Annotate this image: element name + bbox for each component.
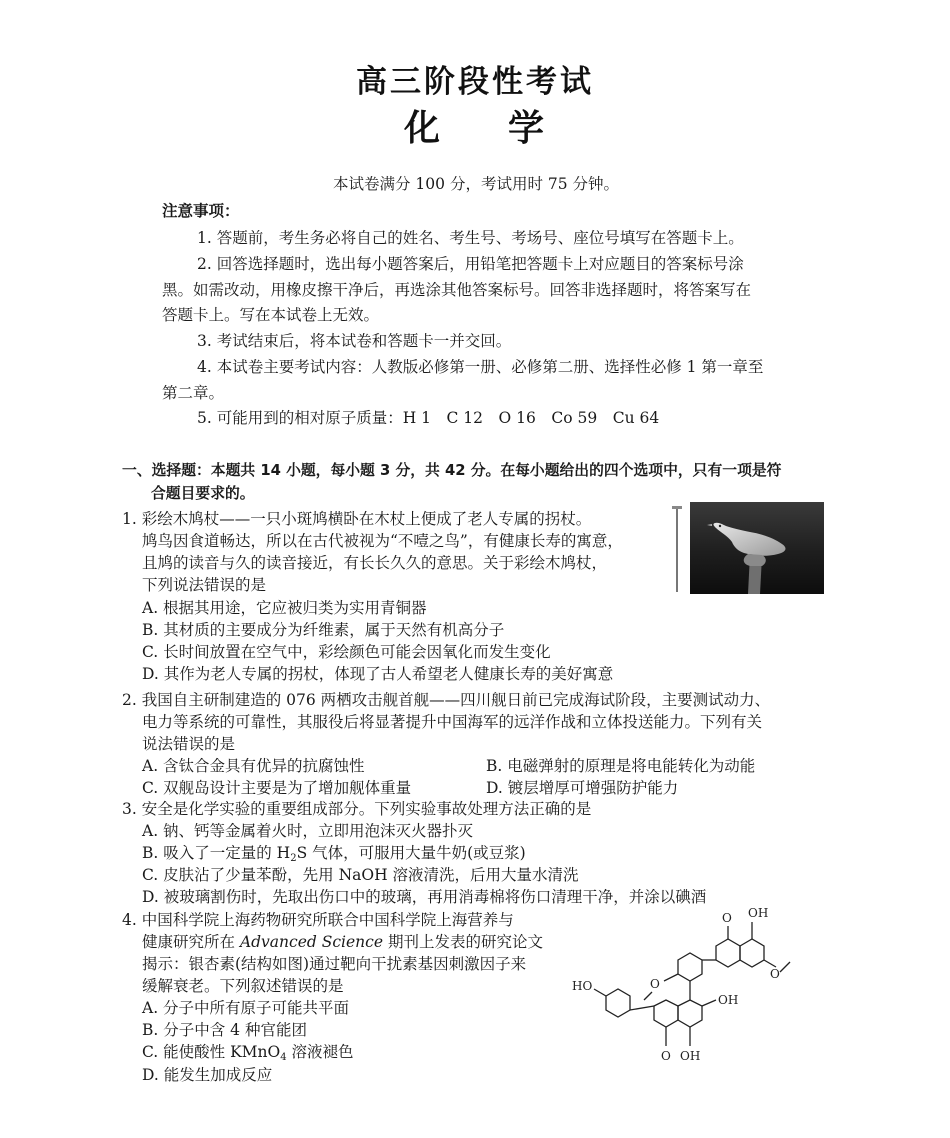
subject-title xyxy=(0,100,950,151)
q4-option-c: C. 能使酸性 KMnO$_4$ 溶液褪色 xyxy=(142,1043,354,1063)
notice-line-1: 1. 答题前，考生务必将自己的姓名、考生号、考场号、座位号填写在答题卡上。 xyxy=(197,229,744,247)
q4-stem-1: 4. 中国科学院上海药物研究所联合中国科学院上海营养与 xyxy=(122,911,514,929)
q1-stem-2: 鸠鸟因食道畅达，所以在古代被视为“不噎之鸟”，有健康长寿的寓意， xyxy=(142,532,623,550)
notice-line-7: 第二章。 xyxy=(162,384,225,402)
q4-option-b: B. 分子中含 4 种官能团 xyxy=(142,1021,307,1039)
notice-line-2: 2. 回答选择题时，选出每小题答案后，用铅笔把答题卡上对应题目的答案标号涂 xyxy=(197,255,744,273)
q4-stem-2: 健康研究所在 Advanced Science 期刊上发表的研究论文 xyxy=(142,933,543,951)
q4-stem-3: 揭示：银杏素(结构如图)通过靶向干扰素基因刺激因子来 xyxy=(142,955,527,973)
section1-heading-cont: 合题目要求的。 xyxy=(151,485,255,502)
q1-option-b: B. 其材质的主要成分为纤维素，属于天然有机高分子 xyxy=(142,621,505,639)
q3-stem: 3. 安全是化学实验的重要组成部分。下列实验事故处理方法正确的是 xyxy=(122,800,592,818)
q1-option-d: D. 其作为老人专属的拐杖，体现了古人希望老人健康长寿的美好寓意 xyxy=(142,665,614,683)
mol-label-oh-1: OH xyxy=(748,906,769,920)
mol-label-o-2: O xyxy=(770,967,780,981)
q1-stem-1: 1. 彩绘木鸠杖——一只小斑鸠横卧在木杖上便成了老人专属的拐杖。 xyxy=(122,510,592,528)
q2-stem-1: 2. 我国自主研制建造的 076 两栖攻击舰首舰——四川舰日前已完成海试阶段，主要测试动力、 xyxy=(122,691,771,709)
notice-line-6: 4. 本试卷主要考试内容：人教版必修第一册、必修第二册、选择性必修 1 第一章至 xyxy=(197,358,764,376)
q1-option-a: A. 根据其用途，它应被归类为实用青铜器 xyxy=(142,599,427,617)
q3-option-b: B. 吸入了一定量的 $H_2S$ 气体，可服用大量牛奶(或豆浆) xyxy=(142,844,526,864)
mol-label-ho: HO xyxy=(572,979,593,993)
q3-option-a: A. 钠、钙等金属着火时，立即用泡沫灭火器扑灭 xyxy=(142,822,474,840)
notice-line-3: 黑。如需改动，用橡皮擦干净后，再选涂其他答案标号。回答非选择题时，将答案写在 xyxy=(162,281,752,299)
q2-option-d: D. 镀层增厚可增强防护能力 xyxy=(486,779,679,797)
notice-line-8: 5. 可能用到的相对原子质量：H 1 C 12 O 16 Co 59 Cu 64 xyxy=(197,409,660,427)
ginkgetin-structure-diagram xyxy=(566,900,826,1086)
q2-option-c: C. 双舰岛设计主要是为了增加舰体重量 xyxy=(142,779,412,797)
mol-label-oh-2: OH xyxy=(718,993,739,1007)
exam-title: 高三阶段性考试 xyxy=(356,64,594,100)
dove-staff-photo xyxy=(662,502,824,594)
q2-option-a: A. 含钛合金具有优异的抗腐蚀性 xyxy=(142,757,365,775)
q3-option-d: D. 被玻璃割伤时，先取出伤口中的玻璃，再用消毒棉将伤口清理干净，并涂以碘酒 xyxy=(142,888,707,906)
notice-line-5: 3. 考试结束后，将本试卷和答题卡一并交回。 xyxy=(197,332,512,350)
exam-intro: 本试卷满分 100 分，考试用时 75 分钟。 xyxy=(333,175,620,193)
section1-heading: 一、选择题：本题共 14 小题，每小题 3 分，共 42 分。在每小题给出的四个选项中，只有一项是符 xyxy=(122,462,782,479)
notice-heading: 注意事项： xyxy=(162,202,240,220)
q4-option-a: A. 分子中所有原子可能共平面 xyxy=(142,999,350,1017)
q1-stem-4: 下列说法错误的是 xyxy=(142,576,267,594)
q1-stem-3: 且鸠的读音与久的读音接近，有长长久久的意思。关于彩绘木鸠杖， xyxy=(142,554,608,572)
q2-stem-2: 电力等系统的可靠性，其服役后将显著提升中国海军的远洋作战和立体投送能力。下列有关 xyxy=(142,713,763,731)
notice-line-4: 答题卡上。写在本试卷上无效。 xyxy=(162,306,380,324)
q3-option-c: C. 皮肤沾了少量苯酚，先用 NaOH 溶液清洗，后用大量水清洗 xyxy=(142,866,579,884)
mol-label-o-1: O xyxy=(722,911,732,925)
mol-label-o-3: O xyxy=(650,977,660,991)
subject-char-1: 化 xyxy=(403,108,442,149)
subject-char-2: 学 xyxy=(508,108,547,149)
q1-option-c: C. 长时间放置在空气中，彩绘颜色可能会因氧化而发生变化 xyxy=(142,643,551,661)
q4-option-d: D. 能发生加成反应 xyxy=(142,1066,273,1084)
q2-stem-3: 说法错误的是 xyxy=(142,735,236,753)
q4-stem-4: 缓解衰老。下列叙述错误的是 xyxy=(142,977,344,995)
q2-option-b: B. 电磁弹射的原理是将电能转化为动能 xyxy=(486,757,756,775)
mol-label-o-4: O xyxy=(661,1049,671,1063)
mol-label-oh-3: OH xyxy=(680,1049,701,1063)
